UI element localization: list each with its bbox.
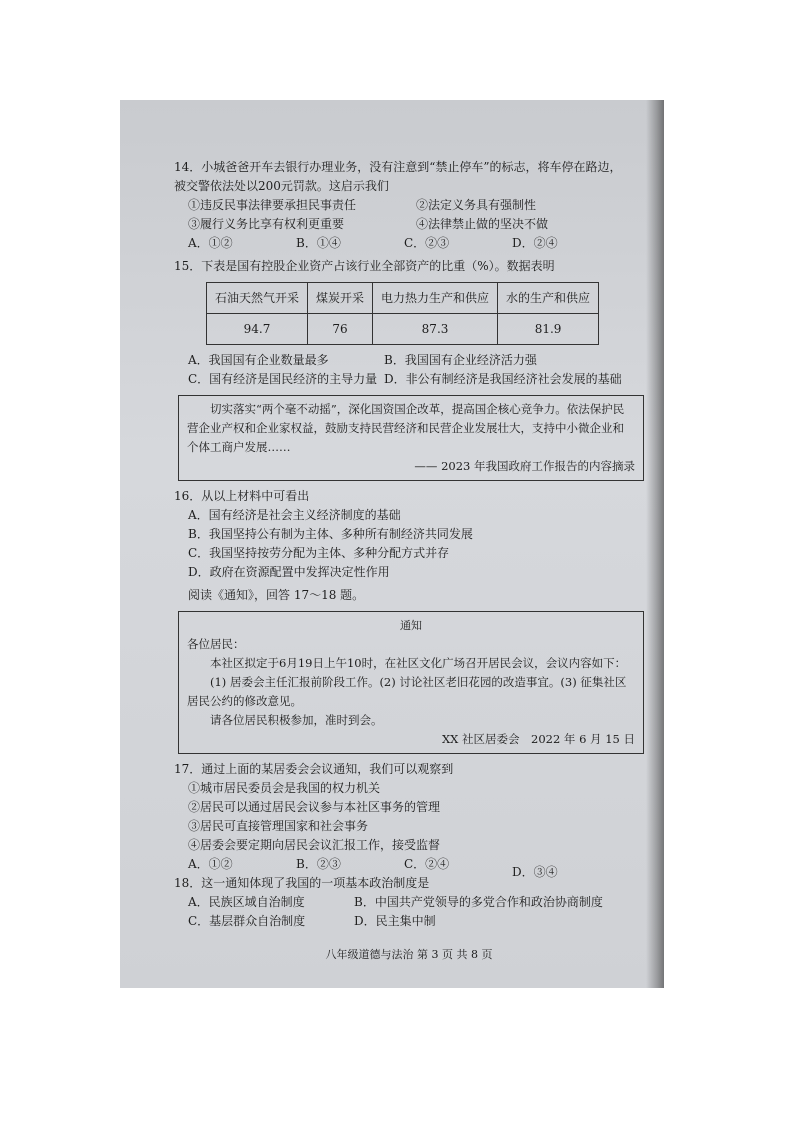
q14-option-c: C．②③: [404, 236, 450, 250]
q15-value-4: 81.9: [498, 314, 599, 345]
q17-option-a: A．①②: [188, 857, 233, 871]
notice-body-3: 请各位居民积极参加，准时到会。: [210, 713, 383, 727]
q17-option-b: B．②③: [296, 857, 341, 871]
q14-stem-line2: 被交警依法处以200元罚款。这启示我们: [174, 179, 389, 193]
q14-items-row2: [174, 215, 644, 234]
q15-header-1: 石油天然气开采: [207, 283, 308, 314]
question-16: [174, 487, 644, 582]
reading-intro: 阅读《通知》，回答 17～18 题。: [188, 588, 365, 602]
notice-body-1: 本社区拟定于6月19日上午10时，在社区文化广场召开居民会议，会议内容如下：: [210, 656, 627, 670]
q17-option-c: C．②④: [404, 857, 450, 871]
q15-table-value-row: [207, 314, 599, 345]
q14-option-b: B．①④: [296, 236, 341, 250]
q14-options: [174, 234, 644, 253]
q18-option-b: B．中国共产党领导的多党合作和政治协商制度: [354, 895, 603, 909]
q14-item-3: ③履行义务比享有权利更重要: [188, 217, 345, 231]
q14-item-4: ④法律禁止做的坚决不做: [416, 217, 549, 231]
q15-header-4: 水的生产和供应: [498, 283, 599, 314]
exam-page: [174, 158, 644, 964]
q15-option-b: B．我国国有企业经济活力强: [384, 353, 537, 367]
photographed-page: [120, 100, 664, 988]
q15-option-c: C．国有经济是国民经济的主导力量: [188, 372, 378, 386]
q15-header-3: 电力热力生产和供应: [373, 283, 498, 314]
q18-option-c: C．基层群众自治制度: [188, 914, 306, 928]
question-15: [174, 257, 644, 389]
material-box: [178, 395, 644, 481]
page-edge-shadow: [646, 100, 664, 988]
q15-value-1: 94.7: [207, 314, 308, 345]
q14-item-2: ②法定义务具有强制性: [416, 198, 537, 212]
q18-option-a: A．民族区域自治制度: [188, 895, 305, 909]
material-source: —— 2023 年我国政府工作报告的内容摘录: [414, 459, 635, 473]
q18-options-row1: [174, 893, 644, 912]
q16-option-c: C．我国坚持按劳分配为主体、多种分配方式并存: [188, 546, 450, 560]
q16-option-d: D．政府在资源配置中发挥决定性作用: [188, 565, 390, 579]
notice-greeting: 各位居民：: [187, 637, 245, 651]
q17-option-d: D．③④: [512, 865, 558, 879]
q15-options-row1: [174, 351, 644, 370]
page-footer: 八年级道德与法治 第 3 页 共 8 页: [325, 948, 493, 961]
q17-item-4: ④居委会要定期向居民会议汇报工作，接受监督: [188, 838, 441, 852]
q17-stem: 17．通过上面的某居委会会议通知，我们可以观察到: [174, 762, 454, 776]
q15-table: [206, 282, 599, 345]
q15-value-3: 87.3: [373, 314, 498, 345]
question-14: [174, 158, 644, 253]
q14-items-row1: [174, 196, 644, 215]
q15-options-row2: [174, 370, 644, 389]
material-text: 切实落实“两个毫不动摇”，深化国资国企改革，提高国企核心竞争力。依法保护民营企业产权和企业家权益，鼓励支持民营经济和民营企业发展壮大，支持中小微企业和个体工商户发展……: [187, 402, 625, 454]
notice-body-2: (1) 居委会主任汇报前阶段工作。(2) 讨论社区老旧花园的改造事宜。(3) 征集社区居民公约的修改意见。: [187, 675, 627, 708]
q14-option-a: A．①②: [188, 236, 233, 250]
q15-option-a: A．我国国有企业数量最多: [188, 353, 329, 367]
question-17: [174, 760, 644, 879]
q17-item-3: ③居民可直接管理国家和社会事务: [188, 819, 369, 833]
q17-item-2: ②居民可以通过居民会议参与本社区事务的管理: [188, 800, 441, 814]
notice-signature: XX 社区居委会 2022 年 6 月 15 日: [441, 732, 635, 746]
q16-stem: 16．从以上材料中可看出: [174, 489, 310, 503]
q15-table-header-row: [207, 283, 599, 314]
q18-option-d: D．民主集中制: [354, 914, 436, 928]
q15-value-2: 76: [308, 314, 373, 345]
q15-header-2: 煤炭开采: [308, 283, 373, 314]
q14-item-1: ①违反民事法律要承担民事责任: [188, 198, 357, 212]
q17-item-1: ①城市居民委员会是我国的权力机关: [188, 781, 381, 795]
notice-box: [178, 611, 644, 754]
q15-option-d: D．非公有制经济是我国经济社会发展的基础: [384, 372, 622, 386]
q14-stem-line1: 14．小城爸爸开车去银行办理业务，没有注意到“禁止停车”的标志，将车停在路边，: [174, 160, 622, 174]
q18-options-row2: [174, 912, 644, 931]
q16-option-a: A．国有经济是社会主义经济制度的基础: [188, 508, 401, 522]
q14-option-d: D．②④: [512, 236, 558, 250]
q17-options: [174, 855, 644, 879]
q18-stem: 18．这一通知体现了我国的一项基本政治制度是: [174, 876, 430, 890]
q16-option-b: B．我国坚持公有制为主体、多种所有制经济共同发展: [188, 527, 473, 541]
question-18: [174, 874, 644, 931]
notice-title: 通知: [400, 619, 422, 632]
q15-stem: 15．下表是国有控股企业资产占该行业全部资产的比重（%）。数据表明: [174, 259, 555, 273]
